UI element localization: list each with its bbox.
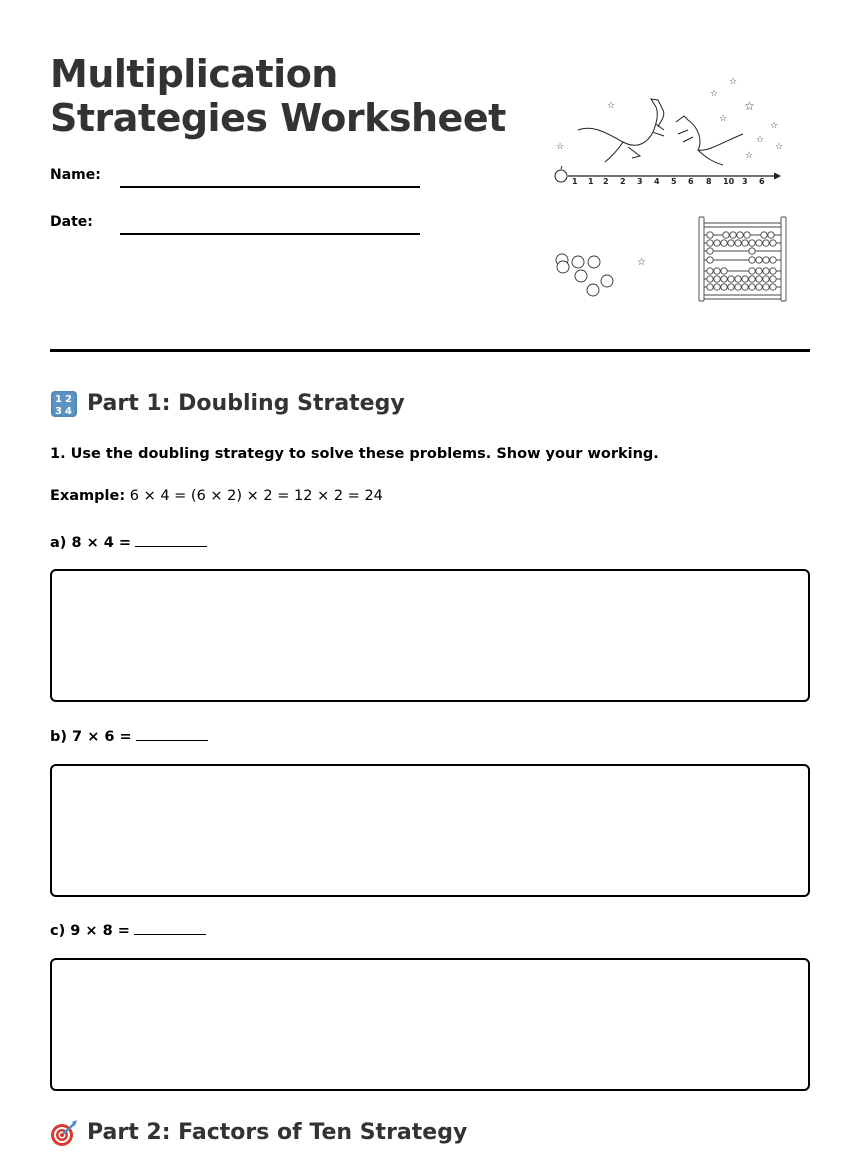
problem-a xyxy=(50,534,207,552)
kangaroo-number-line-illustration xyxy=(548,72,793,190)
date-label: Date: xyxy=(50,214,93,230)
date-input-line[interactable] xyxy=(120,233,420,235)
svg-text:☆: ☆ xyxy=(745,151,754,161)
name-input-line[interactable] xyxy=(120,186,420,188)
svg-text:☆: ☆ xyxy=(719,114,728,124)
example-label: Example: xyxy=(50,488,126,504)
svg-text:10: 10 xyxy=(723,177,735,186)
svg-text:☆: ☆ xyxy=(775,142,784,152)
svg-text:3: 3 xyxy=(637,177,643,186)
problem-a-label: a) 8 × 4 = xyxy=(50,535,132,551)
svg-text:1: 1 xyxy=(55,394,62,405)
apple-icon xyxy=(555,170,567,182)
name-field-row xyxy=(50,166,420,190)
worksheet-title xyxy=(50,52,506,140)
problem-a-answer-blank[interactable] xyxy=(135,534,207,547)
svg-text:☆: ☆ xyxy=(756,135,765,145)
input-numbers-icon xyxy=(50,390,78,418)
example-text: 6 × 4 = (6 × 2) × 2 = 12 × 2 = 24 xyxy=(125,488,383,504)
svg-text:1: 1 xyxy=(588,177,594,186)
svg-text:☆: ☆ xyxy=(607,101,616,111)
problem-c-label: c) 9 × 8 = xyxy=(50,923,130,939)
svg-text:2: 2 xyxy=(603,177,609,186)
part2-heading xyxy=(50,1119,467,1147)
svg-text:4: 4 xyxy=(654,177,660,186)
abacus-illustration xyxy=(698,215,788,303)
svg-text:☆: ☆ xyxy=(770,121,779,131)
problem-b-label: b) 7 × 6 = xyxy=(50,729,132,745)
svg-text:3: 3 xyxy=(742,177,748,186)
header-divider xyxy=(50,349,810,352)
date-field-row xyxy=(50,213,420,237)
name-label: Name: xyxy=(50,167,101,183)
problem-b xyxy=(50,728,208,746)
svg-text:1: 1 xyxy=(572,177,578,186)
target-dart-icon xyxy=(50,1119,78,1147)
svg-text:6: 6 xyxy=(759,177,765,186)
part1-heading-text: Part 1: Doubling Strategy xyxy=(87,391,405,416)
svg-text:3: 3 xyxy=(55,406,62,417)
star-icons xyxy=(556,77,783,161)
svg-text:☆: ☆ xyxy=(729,77,738,87)
svg-text:2: 2 xyxy=(65,394,72,405)
problem-c xyxy=(50,922,206,940)
svg-text:2: 2 xyxy=(620,177,626,186)
svg-text:5: 5 xyxy=(671,177,677,186)
part1-example xyxy=(50,487,383,505)
svg-text:☆: ☆ xyxy=(744,99,755,113)
svg-text:4: 4 xyxy=(65,406,72,417)
star-icon: ☆ xyxy=(637,257,646,268)
svg-text:8: 8 xyxy=(706,177,712,186)
problem-a-working-box[interactable] xyxy=(50,569,810,702)
svg-text:☆: ☆ xyxy=(710,89,719,99)
title-line-1: Multiplication xyxy=(50,52,338,96)
svg-text:6: 6 xyxy=(688,177,694,186)
apples-group-illustration xyxy=(553,250,623,300)
problem-b-answer-blank[interactable] xyxy=(136,728,208,741)
problem-b-working-box[interactable] xyxy=(50,764,810,897)
svg-text:☆: ☆ xyxy=(556,142,565,152)
part2-heading-text: Part 2: Factors of Ten Strategy xyxy=(87,1120,468,1145)
problem-c-working-box[interactable] xyxy=(50,958,810,1091)
title-line-2: Strategies Worksheet xyxy=(50,96,506,140)
part1-heading xyxy=(50,390,405,418)
part1-instruction: 1. Use the doubling strategy to solve these problems. Show your working. xyxy=(50,446,659,462)
problem-c-answer-blank[interactable] xyxy=(134,922,206,935)
